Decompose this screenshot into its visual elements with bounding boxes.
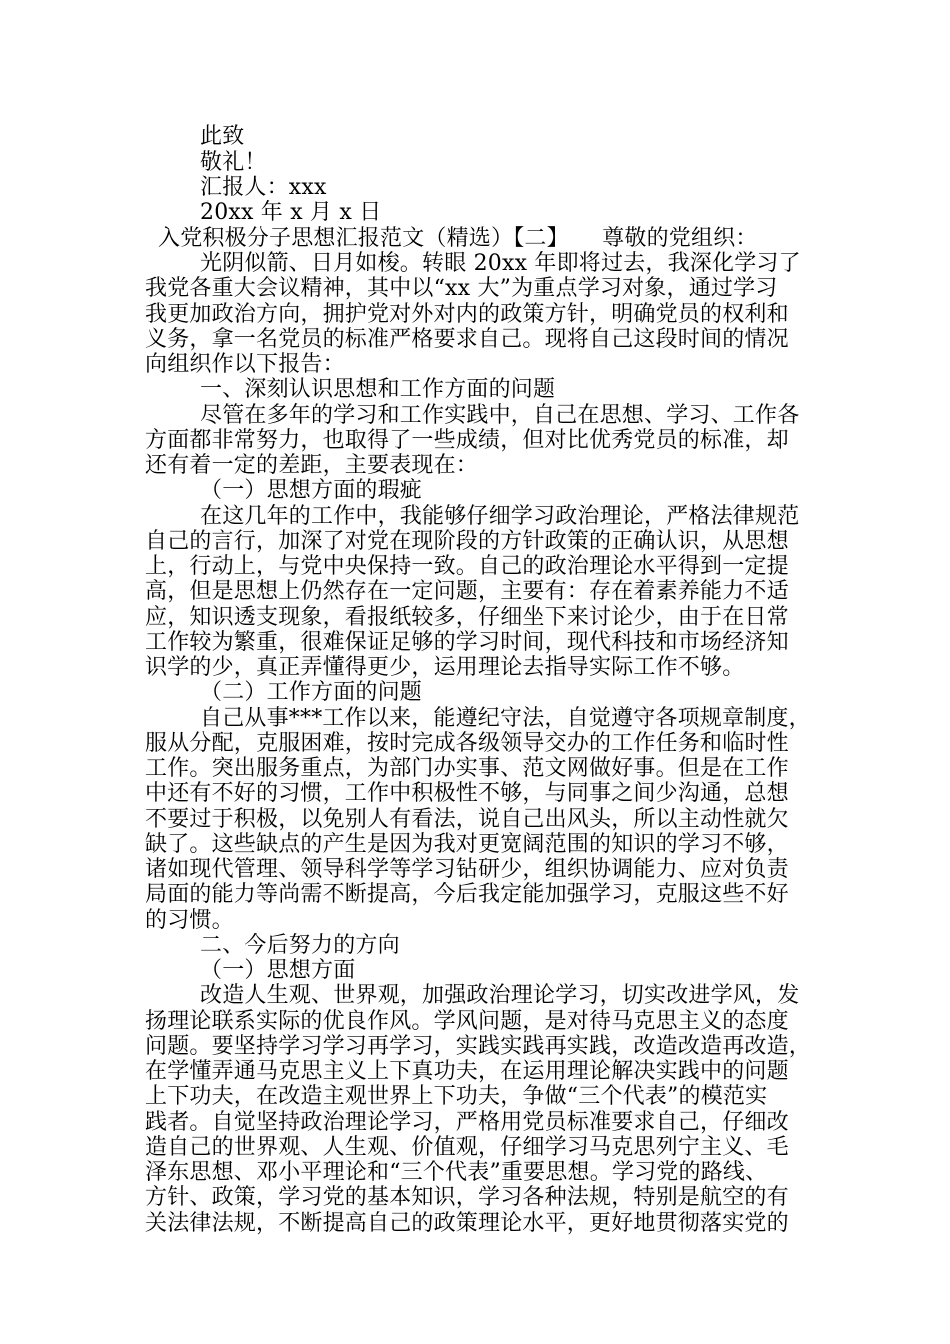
- closing-salutation: 此致: [200, 124, 245, 149]
- text-line: 识学的少，真正弄懂得更少，运用理论去指导实际工作不够。: [145, 655, 745, 680]
- subheading-3: （一）思想方面: [200, 958, 356, 983]
- heading-2: 二、今后努力的方向: [200, 933, 400, 958]
- text-line: 应，知识透支现象，看报纸较多，仔细坐下来讨论少，由于在日常: [145, 605, 789, 630]
- text-line: 不要过于积极，以免别人有看法，说自己出风头，所以主动性就欠: [145, 807, 789, 832]
- section-title-line: 入党积极分子思想汇报范文（精选）【二】 尊敬的党组织：: [158, 226, 758, 251]
- text-line: 方面都非常努力，也取得了一些成绩，但对比优秀党员的标准，却: [145, 428, 789, 453]
- text-line: 自己从事***工作以来，能遵纪守法，自觉遵守各项规章制度，: [200, 706, 811, 731]
- text-line: 工作较为繁重，很难保证足够的学习时间，现代科技和市场经济知: [145, 630, 789, 655]
- text-line: 高，但是思想上仍然存在一定问题，主要有：存在着素养能力不适: [145, 579, 789, 604]
- text-line: 自己的言行，加深了对党在现阶段的方针政策的正确认识，从思想: [145, 529, 789, 554]
- text-line: 向组织作以下报告：: [145, 352, 345, 377]
- text-line: 上，行动上，与党中央保持一致。自己的政治理论水平得到一定提: [145, 554, 789, 579]
- text-line: 上下功夫，在改造主观世界上下功夫，争做“三个代表”的模范实: [145, 1084, 768, 1109]
- text-line: 泽东思想、邓小平理论和“三个代表”重要思想。学习党的路线、: [145, 1160, 768, 1185]
- text-line: 光阴似箭、日月如梭。转眼 20xx 年即将过去，我深化学习了: [200, 251, 801, 276]
- text-line: 改造人生观、世界观，加强政治理论学习，切实改进学风，发: [200, 983, 800, 1008]
- subheading-1: （一）思想方面的瑕疵: [200, 478, 423, 503]
- text-line: 中还有不好的习惯，工作中积极性不够，与同事之间少沟通，总想: [145, 781, 789, 806]
- text-line: 的习惯。: [145, 908, 234, 933]
- text-line: 在这几年的工作中，我能够仔细学习政治理论，严格法律规范: [200, 504, 800, 529]
- heading-1: 一、深刻认识思想和工作方面的问题: [200, 377, 556, 402]
- text-line: 诸如现代管理、领导科学等学习钻研少，组织协调能力、应对负责: [145, 857, 789, 882]
- text-line: 扬理论联系实际的优良作风。学风问题，是对待马克思主义的态度: [145, 1009, 789, 1034]
- text-line: 尽管在多年的学习和工作实践中，自己在思想、学习、工作各: [200, 403, 800, 428]
- closing-date: 20xx 年 x 月 x 日: [200, 200, 382, 225]
- text-line: 工作。突出服务重点，为部门办实事、范文网做好事。但是在工作: [145, 756, 789, 781]
- text-line: 在学懂弄通马克思主义上下真功夫，在运用理论解决实践中的问题: [145, 1059, 789, 1084]
- text-line: 践者。自觉坚持政治理论学习，严格用党员标准要求自己，仔细改: [145, 1110, 789, 1135]
- text-line: 服从分配，克服困难，按时完成各级领导交办的工作任务和临时性: [145, 731, 789, 756]
- text-line: 局面的能力等尚需不断提高，今后我定能加强学习，克服这些不好: [145, 882, 789, 907]
- text-line: 义务，拿一名党员的标准严格要求自己。现将自己这段时间的情况: [145, 327, 789, 352]
- closing-reporter: 汇报人：xxx: [200, 175, 327, 200]
- text-line: 方针、政策，学习党的基本知识，学习各种法规，特别是航空的有: [145, 1185, 789, 1210]
- text-line: 还有着一定的差距，主要表现在：: [145, 453, 479, 478]
- closing-regards: 敬礼！: [200, 150, 267, 175]
- text-line: 问题。要坚持学习学习再学习，实践实践再实践，改造改造再改造，: [145, 1034, 812, 1059]
- text-line: 我更加政治方向，拥护党对外对内的政策方针，明确党员的权利和: [145, 302, 789, 327]
- text-line: 我党各重大会议精神，其中以“xx 大”为重点学习对象，通过学习: [145, 276, 778, 301]
- subheading-2: （二）工作方面的问题: [200, 680, 423, 705]
- text-line: 缺了。这些缺点的产生是因为我对更宽阔范围的知识的学习不够，: [145, 832, 789, 857]
- text-line: 造自己的世界观、人生观、价值观，仔细学习马克思列宁主义、毛: [145, 1135, 789, 1160]
- text-line: 关法律法规，不断提高自己的政策理论水平，更好地贯彻落实党的: [145, 1211, 789, 1236]
